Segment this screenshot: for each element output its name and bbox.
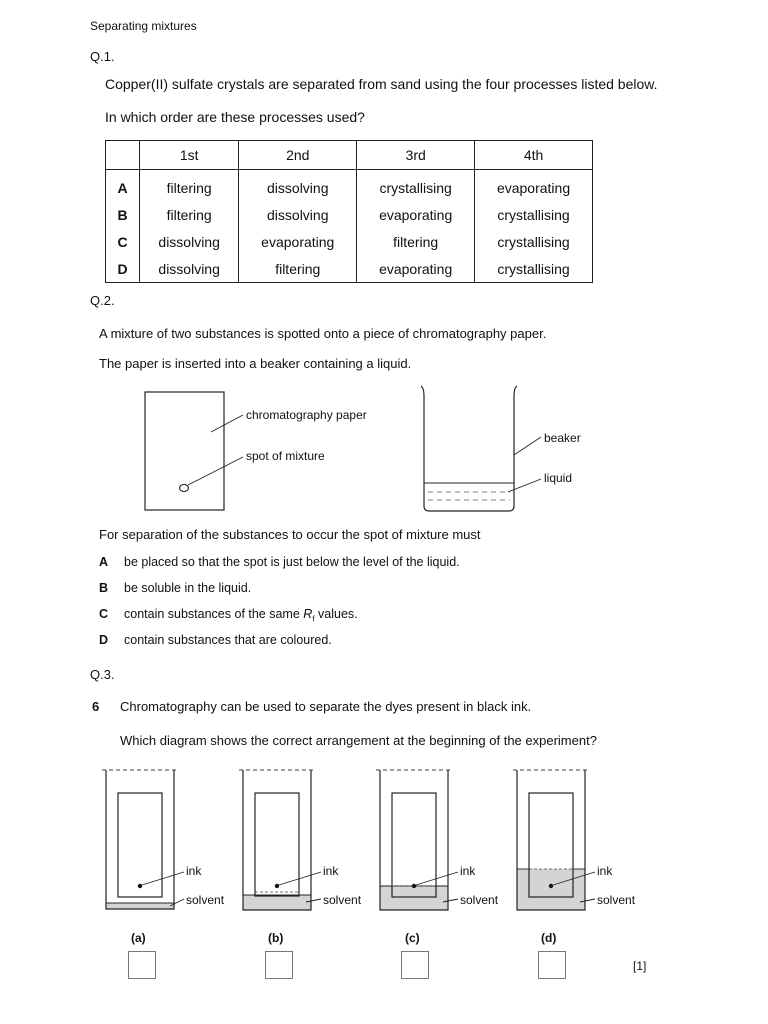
- chromatography-paper-shape: [145, 392, 224, 510]
- label-ink: ink: [460, 864, 476, 878]
- table-cell: crystallising: [475, 201, 593, 228]
- q1-options-table: [105, 140, 593, 283]
- table-cell: evaporating: [357, 255, 475, 283]
- diagram-d: [513, 770, 636, 910]
- table-row: [106, 228, 593, 255]
- option-letter: B: [106, 201, 140, 228]
- rf-subscript: f: [312, 614, 315, 624]
- table-cell: filtering: [239, 255, 357, 283]
- option-letter: C: [106, 228, 140, 255]
- answer-checkbox-d[interactable]: [538, 951, 566, 979]
- q2-stem: For separation of the substances to occur the spot of mixture must: [99, 527, 481, 542]
- table-cell: dissolving: [239, 201, 357, 228]
- liquid-leader-line: [508, 479, 541, 492]
- diagram-c: [376, 770, 499, 910]
- option-letter: A: [106, 170, 140, 202]
- table-row: [106, 201, 593, 228]
- caption-a: (a): [131, 931, 146, 945]
- table-row: [106, 255, 593, 283]
- table-header-3rd: 3rd: [357, 141, 475, 170]
- label-ink: ink: [323, 864, 339, 878]
- spot-of-mixture-mark: [180, 485, 189, 492]
- q1-text: Copper(II) sulfate crystals are separated from sand using the four processes listed below.: [105, 76, 658, 92]
- caption-d: (d): [541, 931, 557, 945]
- label-beaker: beaker: [544, 431, 581, 445]
- option-letter: A: [99, 555, 109, 569]
- diagram-a: [102, 770, 225, 909]
- label-spot-of-mixture: spot of mixture: [246, 449, 325, 463]
- label-chromatography-paper: chromatography paper: [246, 408, 367, 422]
- q3-line-1: Chromatography can be used to separate the dyes present in black ink.: [120, 699, 532, 714]
- table-header-blank: [106, 141, 140, 170]
- question-number-1: Q.1.: [90, 49, 115, 64]
- beaker-leader-line: [514, 437, 541, 455]
- answer-checkbox-b[interactable]: [265, 951, 293, 979]
- marks-label: [1]: [633, 959, 647, 973]
- table-header-1st: 1st: [140, 141, 239, 170]
- q2-line-2: The paper is inserted into a beaker containing a liquid.: [99, 356, 412, 371]
- table-cell: evaporating: [475, 170, 593, 202]
- table-cell: dissolving: [239, 170, 357, 202]
- ink-dot: [549, 884, 553, 888]
- option-text: contain substances that are coloured.: [124, 633, 332, 647]
- ink-dot: [275, 884, 279, 888]
- q3-line-2: Which diagram shows the correct arrangement at the beginning of the experiment?: [120, 733, 597, 748]
- option-letter: B: [99, 581, 109, 595]
- ink-dot: [412, 884, 416, 888]
- option-letter: D: [106, 255, 140, 283]
- diagram-b: [239, 770, 362, 910]
- solvent-fill: [517, 869, 585, 910]
- beaker-shape: [243, 770, 311, 910]
- table-cell: crystallising: [357, 170, 475, 202]
- paper-shape: [392, 793, 436, 897]
- table-cell: filtering: [140, 201, 239, 228]
- q3-diagrams: [0, 760, 768, 920]
- option-text: be placed so that the spot is just below the level of the liquid.: [124, 555, 460, 569]
- solvent-fill: [106, 903, 174, 909]
- label-solvent: solvent: [186, 893, 225, 907]
- option-text: [124, 607, 358, 624]
- paper-shape: [118, 793, 162, 897]
- paper-leader-line: [211, 415, 243, 432]
- label-ink: ink: [186, 864, 202, 878]
- rf-symbol: R: [303, 607, 313, 621]
- table-header-2nd: 2nd: [239, 141, 357, 170]
- label-liquid: liquid: [544, 471, 573, 485]
- table-row: [106, 170, 593, 202]
- label-solvent: solvent: [460, 893, 499, 907]
- caption-b: (b): [268, 931, 284, 945]
- option-text-part: contain substances of the same: [124, 607, 304, 621]
- table-header-4th: 4th: [475, 141, 593, 170]
- q3-item-number: 6: [92, 699, 100, 714]
- spot-leader-line: [188, 457, 243, 485]
- answer-checkbox-a[interactable]: [128, 951, 156, 979]
- option-text: be soluble in the liquid.: [124, 581, 252, 595]
- table-cell: crystallising: [475, 228, 593, 255]
- label-ink: ink: [597, 864, 613, 878]
- question-number-3: Q.3.: [90, 667, 115, 682]
- table-cell: dissolving: [140, 228, 239, 255]
- caption-c: (c): [405, 931, 420, 945]
- page-title: Separating mixtures: [90, 19, 197, 33]
- option-text-part: values.: [314, 607, 358, 621]
- q2-line-1: A mixture of two substances is spotted onto a piece of chromatography paper.: [99, 326, 547, 341]
- table-cell: filtering: [357, 228, 475, 255]
- ink-dot: [138, 884, 142, 888]
- table-cell: crystallising: [475, 255, 593, 283]
- label-solvent: solvent: [323, 893, 362, 907]
- label-solvent: solvent: [597, 893, 636, 907]
- table-cell: evaporating: [239, 228, 357, 255]
- table-cell: filtering: [140, 170, 239, 202]
- chromatography-setup-diagram: [0, 375, 768, 525]
- answer-checkbox-c[interactable]: [401, 951, 429, 979]
- option-letter: C: [99, 607, 109, 621]
- q1-question: In which order are these processes used?: [105, 109, 365, 125]
- table-cell: evaporating: [357, 201, 475, 228]
- solvent-fill: [243, 895, 311, 910]
- question-number-2: Q.2.: [90, 293, 115, 308]
- option-letter: D: [99, 633, 109, 647]
- table-cell: dissolving: [140, 255, 239, 283]
